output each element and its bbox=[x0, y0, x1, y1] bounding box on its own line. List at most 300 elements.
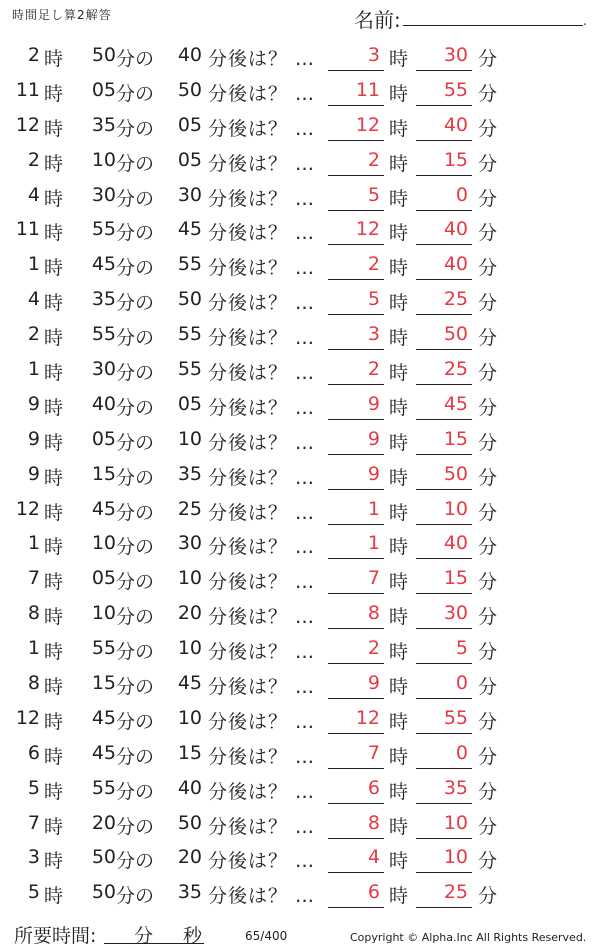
added-minutes: 15 bbox=[177, 741, 202, 764]
question-suffix: 分後は？ … bbox=[208, 187, 316, 210]
start-hour: 11 bbox=[15, 78, 40, 101]
problem-row bbox=[0, 561, 600, 596]
answer-minute-blank[interactable] bbox=[416, 175, 472, 176]
copyright-text: Copyright © Alpha.Inc All Rights Reserved. bbox=[350, 931, 587, 944]
answer-minute-blank[interactable] bbox=[416, 244, 472, 245]
answer-hour: 5 bbox=[367, 183, 380, 206]
start-minute: 45 bbox=[91, 253, 116, 276]
answer-hour: 1 bbox=[367, 497, 380, 520]
start-minute: 55 bbox=[91, 776, 116, 799]
answer-hour-blank[interactable] bbox=[328, 558, 384, 559]
question-suffix: 分後は？ … bbox=[208, 815, 316, 838]
answer-minute: 0 bbox=[455, 741, 468, 764]
hour-unit: 時 bbox=[44, 82, 64, 105]
problem-row bbox=[0, 806, 600, 841]
problem-row bbox=[0, 282, 600, 317]
hour-unit: 時 bbox=[44, 710, 64, 733]
answer-hour-unit: 時 bbox=[389, 48, 409, 70]
answer-hour-blank[interactable] bbox=[328, 279, 384, 280]
answer-minute: 40 bbox=[443, 218, 468, 241]
answer-minute: 15 bbox=[443, 148, 468, 171]
problem-row bbox=[0, 875, 600, 910]
answer-hour-unit: 時 bbox=[389, 257, 409, 280]
answer-hour-unit: 時 bbox=[389, 536, 409, 559]
answer-minute-blank[interactable] bbox=[416, 454, 472, 455]
start-hour: 9 bbox=[27, 392, 40, 415]
answer-minute-unit: 分 bbox=[478, 641, 498, 664]
answer-minute-unit: 分 bbox=[478, 466, 498, 489]
answer-minute-blank[interactable] bbox=[416, 663, 472, 664]
answer-minute: 30 bbox=[443, 44, 468, 66]
answer-minute-blank[interactable] bbox=[416, 70, 472, 71]
answer-minute-blank[interactable] bbox=[416, 105, 472, 106]
answer-hour: 3 bbox=[367, 44, 380, 66]
answer-minute: 0 bbox=[455, 183, 468, 206]
answer-minute-unit: 分 bbox=[478, 152, 498, 175]
answer-minute-unit: 分 bbox=[478, 536, 498, 559]
answer-minute-blank[interactable] bbox=[416, 733, 472, 734]
answer-hour: 2 bbox=[367, 358, 380, 381]
answer-minute: 55 bbox=[443, 706, 468, 729]
answer-minute-unit: 分 bbox=[478, 745, 498, 768]
start-hour: 1 bbox=[27, 253, 40, 276]
hour-unit: 時 bbox=[44, 327, 64, 350]
minute-of-unit: 分の bbox=[116, 152, 155, 175]
answer-minute-blank[interactable] bbox=[416, 210, 472, 211]
question-suffix: 分後は？ … bbox=[208, 466, 316, 489]
hour-unit: 時 bbox=[44, 257, 64, 280]
answer-minute: 55 bbox=[443, 78, 468, 101]
answer-hour-blank[interactable] bbox=[328, 314, 384, 315]
answer-minute: 5 bbox=[455, 637, 468, 660]
answer-minute-blank[interactable] bbox=[416, 384, 472, 385]
answer-minute-unit: 分 bbox=[478, 606, 498, 629]
question-suffix: 分後は？ … bbox=[208, 850, 316, 873]
answer-minute-blank[interactable] bbox=[416, 349, 472, 350]
answer-minute: 10 bbox=[443, 846, 468, 869]
answer-minute-unit: 分 bbox=[478, 501, 498, 524]
second-unit: 秒 bbox=[183, 925, 203, 947]
added-minutes: 55 bbox=[177, 323, 202, 346]
answer-hour-blank[interactable] bbox=[328, 175, 384, 176]
answer-minute-blank[interactable] bbox=[416, 140, 472, 141]
minute-of-unit: 分の bbox=[116, 850, 155, 873]
answer-minute-unit: 分 bbox=[478, 222, 498, 245]
added-minutes: 10 bbox=[177, 567, 202, 590]
question-suffix: 分後は？ … bbox=[208, 780, 316, 803]
answer-hour-blank[interactable] bbox=[328, 140, 384, 141]
hour-unit: 時 bbox=[44, 885, 64, 908]
problem-row bbox=[0, 178, 600, 213]
start-minute: 45 bbox=[91, 497, 116, 520]
problem-row bbox=[0, 492, 600, 527]
answer-minute-blank[interactable] bbox=[416, 558, 472, 559]
minute-of-unit: 分の bbox=[116, 431, 155, 454]
answer-minute-blank[interactable] bbox=[416, 524, 472, 525]
answer-minute: 50 bbox=[443, 462, 468, 485]
minute-of-unit: 分の bbox=[116, 82, 155, 105]
answer-hour-unit: 時 bbox=[389, 187, 409, 210]
added-minutes: 30 bbox=[177, 532, 202, 555]
answer-minute-blank[interactable] bbox=[416, 838, 472, 839]
answer-hour-unit: 時 bbox=[389, 362, 409, 385]
start-hour: 7 bbox=[27, 811, 40, 834]
added-minutes: 05 bbox=[177, 113, 202, 136]
question-suffix: 分後は？ … bbox=[208, 885, 316, 908]
start-hour: 4 bbox=[27, 183, 40, 206]
start-hour: 2 bbox=[27, 148, 40, 171]
question-suffix: 分後は？ … bbox=[208, 327, 316, 350]
hour-unit: 時 bbox=[44, 362, 64, 385]
answer-hour: 1 bbox=[367, 532, 380, 555]
added-minutes: 55 bbox=[177, 358, 202, 381]
start-hour: 5 bbox=[27, 776, 40, 799]
hour-unit: 時 bbox=[44, 292, 64, 315]
added-minutes: 40 bbox=[177, 44, 202, 66]
answer-minute: 25 bbox=[443, 288, 468, 311]
answer-hour-unit: 時 bbox=[389, 501, 409, 524]
question-suffix: 分後は？ … bbox=[208, 362, 316, 385]
answer-hour-unit: 時 bbox=[389, 850, 409, 873]
start-hour: 7 bbox=[27, 567, 40, 590]
start-hour: 8 bbox=[27, 602, 40, 625]
start-minute: 10 bbox=[91, 148, 116, 171]
problem-row bbox=[0, 771, 600, 806]
question-suffix: 分後は？ … bbox=[208, 117, 316, 140]
answer-hour-unit: 時 bbox=[389, 327, 409, 350]
problem-row bbox=[0, 143, 600, 178]
start-hour: 5 bbox=[27, 881, 40, 904]
answer-hour: 6 bbox=[367, 776, 380, 799]
answer-minute-unit: 分 bbox=[478, 850, 498, 873]
start-minute: 15 bbox=[91, 462, 116, 485]
name-field-line[interactable] bbox=[403, 25, 583, 26]
answer-hour-blank[interactable] bbox=[328, 838, 384, 839]
answer-minute: 45 bbox=[443, 392, 468, 415]
added-minutes: 10 bbox=[177, 706, 202, 729]
answer-hour-unit: 時 bbox=[389, 745, 409, 768]
answer-hour: 9 bbox=[367, 462, 380, 485]
answer-minute-blank[interactable] bbox=[416, 907, 472, 908]
start-minute: 35 bbox=[91, 113, 116, 136]
answer-hour: 12 bbox=[355, 113, 380, 136]
problem-row bbox=[0, 422, 600, 457]
name-field-end: . bbox=[583, 14, 587, 28]
question-suffix: 分後は？ … bbox=[208, 396, 316, 419]
answer-minute-blank[interactable] bbox=[416, 419, 472, 420]
answer-minute-blank[interactable] bbox=[416, 803, 472, 804]
start-minute: 50 bbox=[91, 44, 116, 66]
minute-of-unit: 分の bbox=[116, 571, 155, 594]
answer-minute: 40 bbox=[443, 113, 468, 136]
answer-minute-blank[interactable] bbox=[416, 489, 472, 490]
minute-of-unit: 分の bbox=[116, 815, 155, 838]
start-minute: 45 bbox=[91, 741, 116, 764]
answer-hour-unit: 時 bbox=[389, 641, 409, 664]
start-minute: 40 bbox=[91, 392, 116, 415]
answer-hour-unit: 時 bbox=[389, 117, 409, 140]
answer-minute-blank[interactable] bbox=[416, 314, 472, 315]
answer-hour-unit: 時 bbox=[389, 152, 409, 175]
answer-hour: 4 bbox=[367, 846, 380, 869]
start-hour: 6 bbox=[27, 741, 40, 764]
question-suffix: 分後は？ … bbox=[208, 745, 316, 768]
minute-of-unit: 分の bbox=[116, 466, 155, 489]
answer-minute: 15 bbox=[443, 567, 468, 590]
hour-unit: 時 bbox=[44, 641, 64, 664]
answer-hour-blank[interactable] bbox=[328, 768, 384, 769]
problem-row bbox=[0, 666, 600, 701]
answer-minute-unit: 分 bbox=[478, 676, 498, 699]
start-hour: 12 bbox=[15, 497, 40, 520]
start-hour: 9 bbox=[27, 462, 40, 485]
added-minutes: 45 bbox=[177, 218, 202, 241]
answer-hour: 8 bbox=[367, 811, 380, 834]
answer-hour-blank[interactable] bbox=[328, 105, 384, 106]
answer-hour-blank[interactable] bbox=[328, 628, 384, 629]
minute-of-unit: 分の bbox=[116, 292, 155, 315]
answer-hour-blank[interactable] bbox=[328, 244, 384, 245]
minute-of-unit: 分の bbox=[116, 362, 155, 385]
answer-minute-unit: 分 bbox=[478, 885, 498, 908]
answer-hour-unit: 時 bbox=[389, 676, 409, 699]
minute-of-unit: 分の bbox=[116, 676, 155, 699]
start-minute: 45 bbox=[91, 706, 116, 729]
minute-of-unit: 分の bbox=[116, 117, 155, 140]
answer-hour-blank[interactable] bbox=[328, 419, 384, 420]
answer-minute: 40 bbox=[443, 532, 468, 555]
question-suffix: 分後は？ … bbox=[208, 222, 316, 245]
answer-minute-unit: 分 bbox=[478, 396, 498, 419]
answer-minute-unit: 分 bbox=[478, 362, 498, 385]
answer-minute-unit: 分 bbox=[478, 187, 498, 210]
answer-hour: 12 bbox=[355, 706, 380, 729]
answer-minute: 25 bbox=[443, 358, 468, 381]
answer-hour-blank[interactable] bbox=[328, 733, 384, 734]
question-suffix: 分後は？ … bbox=[208, 571, 316, 594]
page-number: 65/400 bbox=[245, 929, 288, 943]
start-hour: 12 bbox=[15, 113, 40, 136]
start-minute: 30 bbox=[91, 183, 116, 206]
hour-unit: 時 bbox=[44, 466, 64, 489]
added-minutes: 50 bbox=[177, 78, 202, 101]
question-suffix: 分後は？ … bbox=[208, 292, 316, 315]
answer-minute-unit: 分 bbox=[478, 257, 498, 280]
start-hour: 2 bbox=[27, 44, 40, 66]
start-hour: 4 bbox=[27, 288, 40, 311]
name-label: 名前: bbox=[354, 8, 401, 32]
start-minute: 15 bbox=[91, 672, 116, 695]
start-hour: 1 bbox=[27, 358, 40, 381]
answer-minute-unit: 分 bbox=[478, 780, 498, 803]
start-hour: 11 bbox=[15, 218, 40, 241]
answer-hour-unit: 時 bbox=[389, 710, 409, 733]
added-minutes: 20 bbox=[177, 602, 202, 625]
start-minute: 20 bbox=[91, 811, 116, 834]
minute-of-unit: 分の bbox=[116, 885, 155, 908]
hour-unit: 時 bbox=[44, 745, 64, 768]
answer-hour: 7 bbox=[367, 567, 380, 590]
hour-unit: 時 bbox=[44, 152, 64, 175]
added-minutes: 45 bbox=[177, 672, 202, 695]
hour-unit: 時 bbox=[44, 396, 64, 419]
start-minute: 55 bbox=[91, 637, 116, 660]
start-minute: 05 bbox=[91, 427, 116, 450]
answer-minute-unit: 分 bbox=[478, 815, 498, 838]
problem-list bbox=[0, 38, 600, 910]
problem-row bbox=[0, 38, 600, 73]
minute-of-unit: 分の bbox=[116, 536, 155, 559]
problem-row bbox=[0, 701, 600, 736]
worksheet-title: 時間足し算2解答 bbox=[12, 8, 112, 22]
start-hour: 1 bbox=[27, 637, 40, 660]
start-minute: 50 bbox=[91, 846, 116, 869]
problem-row bbox=[0, 352, 600, 387]
start-minute: 35 bbox=[91, 288, 116, 311]
problem-row bbox=[0, 247, 600, 282]
start-minute: 10 bbox=[91, 532, 116, 555]
answer-minute-unit: 分 bbox=[478, 117, 498, 140]
hour-unit: 時 bbox=[44, 780, 64, 803]
start-hour: 8 bbox=[27, 672, 40, 695]
answer-hour-blank[interactable] bbox=[328, 593, 384, 594]
start-hour: 2 bbox=[27, 323, 40, 346]
minute-unit: 分 bbox=[134, 925, 154, 947]
added-minutes: 05 bbox=[177, 148, 202, 171]
minute-of-unit: 分の bbox=[116, 257, 155, 280]
answer-hour-blank[interactable] bbox=[328, 210, 384, 211]
start-hour: 3 bbox=[27, 846, 40, 869]
answer-hour: 9 bbox=[367, 427, 380, 450]
answer-minute-unit: 分 bbox=[478, 571, 498, 594]
problem-row bbox=[0, 596, 600, 631]
answer-minute: 50 bbox=[443, 323, 468, 346]
answer-minute: 15 bbox=[443, 427, 468, 450]
start-hour: 1 bbox=[27, 532, 40, 555]
answer-hour-blank[interactable] bbox=[328, 698, 384, 699]
added-minutes: 35 bbox=[177, 462, 202, 485]
answer-minute-unit: 分 bbox=[478, 292, 498, 315]
start-minute: 50 bbox=[91, 881, 116, 904]
answer-hour-unit: 時 bbox=[389, 606, 409, 629]
answer-minute-blank[interactable] bbox=[416, 698, 472, 699]
hour-unit: 時 bbox=[44, 222, 64, 245]
answer-minute: 0 bbox=[455, 672, 468, 695]
problem-row bbox=[0, 387, 600, 422]
answer-minute: 35 bbox=[443, 776, 468, 799]
answer-hour: 9 bbox=[367, 392, 380, 415]
answer-hour-unit: 時 bbox=[389, 396, 409, 419]
minute-of-unit: 分の bbox=[116, 710, 155, 733]
answer-hour-blank[interactable] bbox=[328, 872, 384, 873]
answer-hour: 12 bbox=[355, 218, 380, 241]
answer-minute-blank[interactable] bbox=[416, 628, 472, 629]
answer-hour-blank[interactable] bbox=[328, 349, 384, 350]
question-suffix: 分後は？ … bbox=[208, 606, 316, 629]
answer-hour-blank[interactable] bbox=[328, 384, 384, 385]
added-minutes: 40 bbox=[177, 776, 202, 799]
hour-unit: 時 bbox=[44, 536, 64, 559]
start-minute: 55 bbox=[91, 218, 116, 241]
start-minute: 05 bbox=[91, 78, 116, 101]
start-minute: 10 bbox=[91, 602, 116, 625]
added-minutes: 55 bbox=[177, 253, 202, 276]
answer-minute-blank[interactable] bbox=[416, 593, 472, 594]
hour-unit: 時 bbox=[44, 571, 64, 594]
answer-minute-blank[interactable] bbox=[416, 279, 472, 280]
question-suffix: 分後は？ … bbox=[208, 152, 316, 175]
answer-hour-unit: 時 bbox=[389, 466, 409, 489]
answer-minute-blank[interactable] bbox=[416, 768, 472, 769]
hour-unit: 時 bbox=[44, 815, 64, 838]
answer-hour-blank[interactable] bbox=[328, 489, 384, 490]
minute-of-unit: 分の bbox=[116, 641, 155, 664]
question-suffix: 分後は？ … bbox=[208, 676, 316, 699]
answer-hour-unit: 時 bbox=[389, 780, 409, 803]
minute-of-unit: 分の bbox=[116, 327, 155, 350]
problem-row bbox=[0, 840, 600, 875]
hour-unit: 時 bbox=[44, 187, 64, 210]
answer-hour-unit: 時 bbox=[389, 222, 409, 245]
answer-hour-blank[interactable] bbox=[328, 663, 384, 664]
answer-minute-unit: 分 bbox=[478, 710, 498, 733]
added-minutes: 30 bbox=[177, 183, 202, 206]
start-hour: 9 bbox=[27, 427, 40, 450]
question-suffix: 分後は？ … bbox=[208, 710, 316, 733]
added-minutes: 50 bbox=[177, 288, 202, 311]
added-minutes: 50 bbox=[177, 811, 202, 834]
question-suffix: 分後は？ … bbox=[208, 82, 316, 105]
answer-hour-blank[interactable] bbox=[328, 524, 384, 525]
start-minute: 30 bbox=[91, 358, 116, 381]
problem-row bbox=[0, 73, 600, 108]
answer-hour-blank[interactable] bbox=[328, 803, 384, 804]
answer-hour-blank[interactable] bbox=[328, 70, 384, 71]
minute-of-unit: 分の bbox=[116, 606, 155, 629]
answer-hour-unit: 時 bbox=[389, 885, 409, 908]
question-suffix: 分後は？ … bbox=[208, 431, 316, 454]
answer-hour: 9 bbox=[367, 672, 380, 695]
problem-row bbox=[0, 108, 600, 143]
hour-unit: 時 bbox=[44, 48, 64, 70]
problem-row bbox=[0, 631, 600, 666]
hour-unit: 時 bbox=[44, 606, 64, 629]
answer-minute: 10 bbox=[443, 497, 468, 520]
time-required-label: 所要時間: bbox=[14, 925, 97, 947]
answer-minute-blank[interactable] bbox=[416, 872, 472, 873]
answer-hour-blank[interactable] bbox=[328, 907, 384, 908]
minute-of-unit: 分の bbox=[116, 501, 155, 524]
hour-unit: 時 bbox=[44, 501, 64, 524]
minute-of-unit: 分の bbox=[116, 780, 155, 803]
answer-hour: 5 bbox=[367, 288, 380, 311]
answer-hour-unit: 時 bbox=[389, 431, 409, 454]
answer-hour: 11 bbox=[355, 78, 380, 101]
question-suffix: 分後は？ … bbox=[208, 48, 316, 70]
question-suffix: 分後は？ … bbox=[208, 501, 316, 524]
question-suffix: 分後は？ … bbox=[208, 257, 316, 280]
hour-unit: 時 bbox=[44, 850, 64, 873]
answer-hour-blank[interactable] bbox=[328, 454, 384, 455]
minute-of-unit: 分の bbox=[116, 48, 155, 70]
hour-unit: 時 bbox=[44, 676, 64, 699]
answer-hour: 2 bbox=[367, 148, 380, 171]
answer-hour: 2 bbox=[367, 637, 380, 660]
answer-minute: 10 bbox=[443, 811, 468, 834]
answer-minute-unit: 分 bbox=[478, 431, 498, 454]
added-minutes: 10 bbox=[177, 637, 202, 660]
start-minute: 55 bbox=[91, 323, 116, 346]
